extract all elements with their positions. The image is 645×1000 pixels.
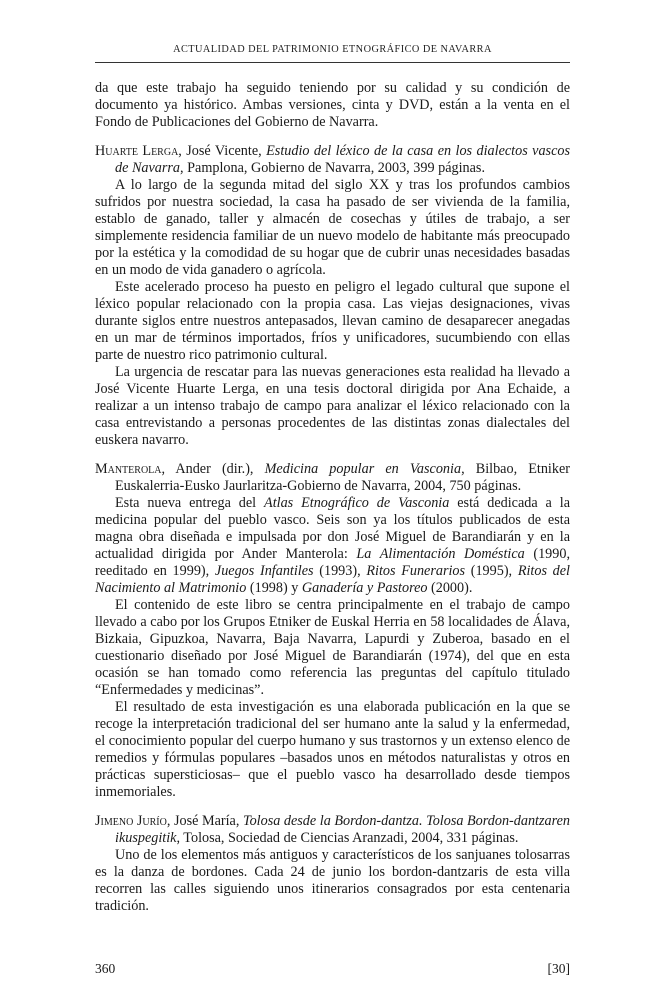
author-given: , Ander (dir.),	[161, 461, 265, 477]
author-surname: Jimeno Jurío	[95, 813, 167, 829]
series-title: Atlas Etnográfico de Vasconia	[264, 495, 450, 511]
page-number: 360	[95, 961, 116, 976]
bibliographic-entry	[95, 461, 570, 495]
publication-info: , Pamplona, Gobierno de Navarra, 2003, 399 páginas.	[180, 160, 485, 176]
publication-info: , Tolosa, Sociedad de Ciencias Aranzadi, 2004, 331 páginas.	[176, 830, 519, 846]
page-body	[95, 80, 570, 915]
volume-title: Ritos Funerarios	[366, 563, 466, 579]
review-paragraph: Uno de los elementos más antiguos y característicos de los sanjuanes tolosarras es la danza de bordones. Cada 24 de junio los bordon-dantzaris de esta villa recorren las calles siguiendo unos itinerarios consagrados por esta centenaria tradición.	[95, 847, 570, 914]
author-given: , José Vicente,	[178, 143, 267, 159]
book-title: Medicina popular en Vasconia	[264, 461, 462, 477]
book-title: Tolosa desde la Bordon-dantza. Tolosa Bordon-dantzaren ikuspegitik	[115, 813, 570, 846]
text-run: (1990, reeditado en 1999),	[95, 546, 570, 579]
volume-title: Ganadería y Pastoreo	[301, 580, 428, 596]
text-run: (1995),	[465, 563, 518, 579]
author-surname: Huarte Lerga	[95, 143, 179, 159]
running-header: ACTUALIDAD DEL PATRIMONIO ETNOGRÁFICO DE NAVARRA	[173, 44, 492, 55]
volume-title: Juegos Infantiles	[214, 563, 314, 579]
author-given: , José María,	[166, 813, 243, 829]
review-paragraph: El resultado de esta investigación es una elaborada publicación en la que se recoge la interpretación tradicional del ser humano ante la salud y la enfermedad, el conocimiento popular del cuerpo humano y sus trastornos y un extenso elenco de remedios y fórmulas populares –basados unos en métodos naturalistas y otros en prácticas supersticiosas– que el pueblo vasco ha desarrollado desde tiempos inmemoriales.	[95, 699, 570, 800]
text-run: está dedicada a la medicina popular del pueblo vasco. Seis son ya los títulos publicados de esta magna obra diseñada e impulsada por don José Miguel de Barandiarán y en la actualidad dirigida por Ander Manterola:	[95, 495, 570, 562]
text-run: (1993),	[313, 563, 367, 579]
volume-title: La Alimentación Doméstica	[356, 546, 525, 562]
review-paragraph: El contenido de este libro se centra principalmente en el trabajo de campo llevado a cabo por los Grupos Etniker de Euskal Herria en 58 localidades de Álava, Bizkaia, Gipuzkoa, Navarra, Baja Navarra, Lapurdi y Zuberoa, basado en el cuestionario diseñado por José Miguel de Barandiarán (1974), del que en esta ocasión se han tomado como referencia las preguntas del capítulo titulado “Enfermedades y medicinas”.	[95, 597, 570, 698]
bibliographic-entry	[95, 813, 570, 847]
review-paragraph	[95, 495, 570, 597]
review-paragraph: A lo largo de la segunda mitad del siglo XX y tras los profundos cambios sufridos por nuestra sociedad, la casa ha pasado de ser vivienda de la familia, establo de ganado, taller y almacén de cosechas y útiles de trabajo, a ser simplemente residencia familiar de un nuevo modelo de habitante más preocupado por la estética y la comodidad de su hogar que de cubrir unas necesidades basadas en un modo de vida ganadero o agrícola.	[95, 177, 570, 278]
publication-info: , Bilbao, Etniker Euskalerria-Eusko Jaurlaritza-Gobierno de Navarra, 2004, 750 páginas.	[115, 461, 570, 494]
review-paragraph: Este acelerado proceso ha puesto en peligro el legado cultural que supone el léxico popular relacionado con la propia casa. Las viejas designaciones, vivas durante siglos entre nuestros antepasados, llevan camino de desaparecer anegadas en un mar de términos importados, fríos y unificadores, sucumbiendo con ellas parte de nuestro rico patrimonio cultural.	[95, 279, 570, 363]
book-title: Estudio del léxico de la casa en los dialectos vascos de Navarra	[115, 143, 570, 176]
intro-paragraph: da que este trabajo ha seguido teniendo por su calidad y su condición de documento ya histórico. Ambas versiones, cinta y DVD, están a la venta en el Fondo de Publicaciones del Gobierno de Navarra.	[95, 80, 570, 130]
section-page-number: [30]	[547, 961, 570, 976]
header-rule	[95, 62, 570, 63]
text-run: (2000).	[427, 580, 473, 596]
bibliographic-entry	[95, 143, 570, 177]
review-paragraph: La urgencia de rescatar para las nuevas generaciones esta realidad ha llevado a José Vicente Huarte Lerga, en una tesis doctoral dirigida por Ana Echaide, a realizar a un intenso trabajo de campo para analizar el léxico relacionado con la casa entrevistando a personas procedentes de las distintas zonas dialectales del euskera navarro.	[95, 364, 570, 448]
author-surname: Manterola	[95, 461, 162, 477]
volume-title: Ritos del Nacimiento al Matrimonio	[95, 563, 571, 596]
text-run: (1998) y	[246, 580, 302, 596]
text-run: Esta nueva entrega del	[115, 495, 265, 511]
